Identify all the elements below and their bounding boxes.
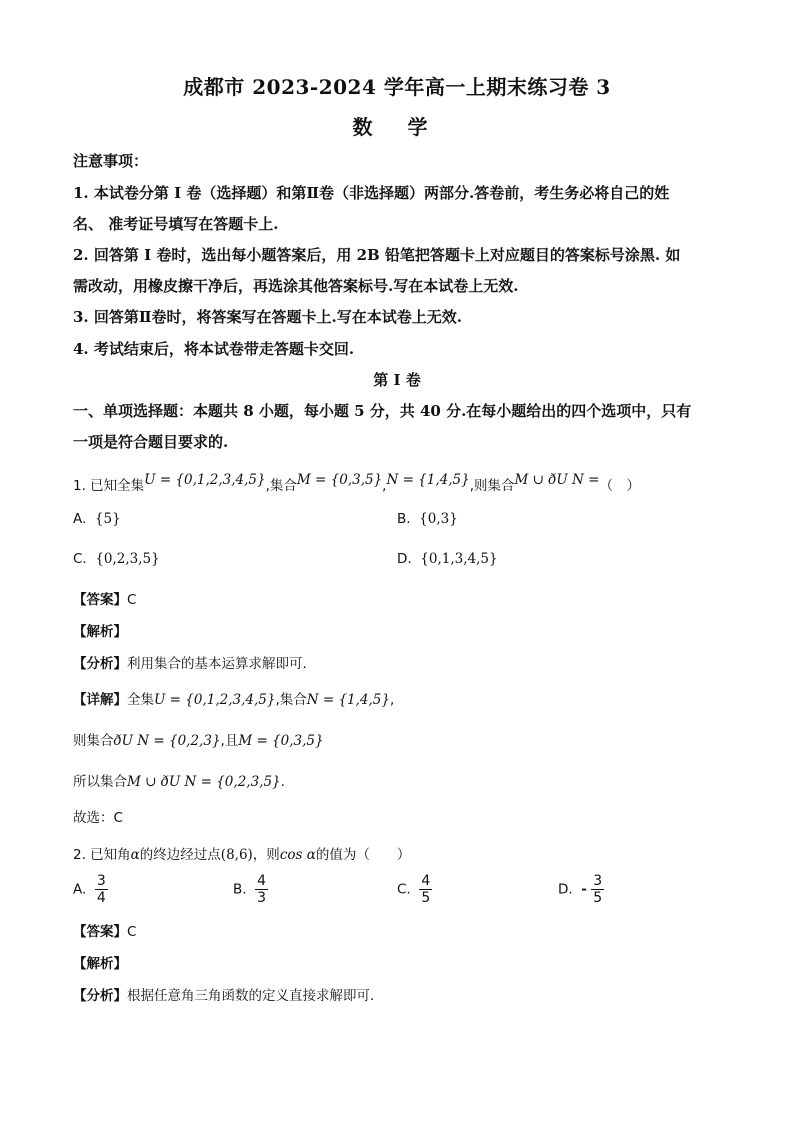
notice-line-4: 4. 考试结束后，将本试卷带走答题卡交回. xyxy=(73,340,355,358)
q2-option-a-denominator: 4 xyxy=(96,890,106,907)
q1-xj2a: 则集合 xyxy=(73,733,114,749)
q1-answer-tag: 【答案】 xyxy=(73,592,127,608)
notice-line-2a: 2. 回答第 Ⅰ 卷时，选出每小题答案后，用 2B 铅笔把答题卡上对应题目的答案标号涂黑. 如 xyxy=(73,246,681,264)
volume-title: 第 Ⅰ 卷 xyxy=(373,371,421,389)
q1-choose: 故选：C xyxy=(73,810,123,826)
q1-universal-set: U = {0,1,2,3,4,5} xyxy=(144,472,266,488)
q2-option-b-numerator: 4 xyxy=(257,873,267,889)
q2-option-d-fraction xyxy=(591,873,604,906)
q1-option-a xyxy=(73,511,121,527)
q2-option-a-numerator: 3 xyxy=(96,873,106,889)
q1-xj1a: 全集 xyxy=(127,692,154,708)
q1-xj3c: . xyxy=(280,774,285,790)
q2-option-c-numerator: 4 xyxy=(421,873,431,889)
q2-stem-b: 的终边经过点 xyxy=(139,847,221,863)
q2-option-b-denominator: 3 xyxy=(257,890,267,907)
q1-option-d-label: D. xyxy=(397,551,412,567)
q2-option-d-numerator: 3 xyxy=(593,873,603,889)
q1-xj2d: M = {0,3,5} xyxy=(238,733,324,749)
section-heading-a: 一、单项选择题：本题共 8 小题，每小题 5 分，共 40 分.在每小题给出的四个选项中，只有 xyxy=(73,402,692,420)
q2-stem-d: 的值为（ ） xyxy=(315,847,411,863)
q1-xj3a: 所以集合 xyxy=(73,774,127,790)
section-heading-b: 一项是符合题目要求的. xyxy=(73,433,229,451)
q1-option-c-value: {0,2,3,5} xyxy=(95,551,160,567)
q1-xj1d: N = {1,4,5} xyxy=(306,692,390,708)
question-2-stem xyxy=(73,843,410,863)
q1-set-m: M = {0,3,5} xyxy=(296,472,383,488)
q1-analysis-tag: 【解析】 xyxy=(73,624,127,640)
exam-subject: 数 学 xyxy=(352,115,442,139)
question-1-stem xyxy=(73,474,640,494)
notice-heading: 注意事项： xyxy=(73,152,149,170)
q1-xiangjie-line-2 xyxy=(73,729,324,749)
q2-option-c xyxy=(397,873,432,906)
q2-point: (8,6) xyxy=(220,847,253,863)
notice-line-3: 3. 回答第Ⅱ卷时，将答案写在答题卡上.写在本试卷上无效. xyxy=(73,308,462,326)
q2-option-b-label: B. xyxy=(233,881,247,898)
q2-stem-c: ，则 xyxy=(252,847,280,863)
q1-option-d-value: {0,1,3,4,5} xyxy=(420,551,498,567)
q1-option-d xyxy=(397,551,498,567)
q1-option-a-value: {5} xyxy=(94,511,121,527)
notice-line-1a: 1. 本试卷分第 Ⅰ 卷（选择题）和第Ⅱ卷（非选择题）两部分.答卷前，考生务必将自己的姓 xyxy=(73,184,670,202)
q2-option-a xyxy=(73,873,108,906)
q1-xj1b: U = {0,1,2,3,4,5} xyxy=(154,692,276,708)
q2-analysis-tag: 【解析】 xyxy=(73,956,127,972)
q1-mid-2: ,则集合 xyxy=(469,478,515,494)
q1-stem-prefix: 1. 已知全集 xyxy=(73,478,145,494)
notice-line-2b: 需改动，用橡皮擦干净后，再选涂其他答案标号.写在本试卷上无效. xyxy=(73,277,519,295)
q1-set-n: N = {1,4,5} xyxy=(386,472,470,488)
q2-fenxi-tag: 【分析】 xyxy=(73,988,127,1004)
q1-fenxi-text: 利用集合的基本运算求解即可. xyxy=(127,656,307,672)
q2-option-b xyxy=(233,873,268,906)
q2-option-b-fraction xyxy=(255,873,268,906)
q1-mid-1: ,集合 xyxy=(265,478,297,494)
q1-answer xyxy=(73,588,136,608)
q1-option-b-label: B. xyxy=(397,511,411,527)
q2-alpha: α xyxy=(130,847,140,863)
q1-option-a-label: A. xyxy=(73,511,87,527)
q2-stem-a: 2. 已知角 xyxy=(73,847,131,863)
q1-xj2b: ðU N = {0,2,3} xyxy=(113,733,221,749)
q2-option-d-label: D. xyxy=(558,881,573,898)
q2-answer-tag: 【答案】 xyxy=(73,924,127,940)
q2-answer xyxy=(73,920,136,940)
q1-expression: M ∪ ðU N = xyxy=(514,472,600,488)
q1-option-c-label: C. xyxy=(73,551,87,567)
q2-option-c-label: C. xyxy=(397,881,411,898)
q1-answer-value: C xyxy=(127,592,137,608)
q1-paren: （ ） xyxy=(599,478,640,494)
q2-option-d-sign: - xyxy=(581,881,587,898)
q2-answer-value: C xyxy=(127,924,137,940)
q2-option-c-denominator: 5 xyxy=(421,890,431,907)
q1-xiangjie-line-1 xyxy=(73,688,394,708)
q1-fenxi xyxy=(73,652,307,672)
q2-option-d xyxy=(558,873,604,906)
notice-line-1b: 名、 准考证号填写在答题卡上. xyxy=(73,215,279,233)
q1-xj2c: ,且 xyxy=(220,733,239,749)
q1-xj1e: , xyxy=(390,692,395,708)
q2-option-a-label: A. xyxy=(73,881,87,898)
q1-option-b xyxy=(397,511,458,527)
q2-option-c-fraction xyxy=(419,873,432,906)
q1-option-c xyxy=(73,551,160,567)
q1-xj1c: ,集合 xyxy=(275,692,307,708)
q2-fenxi-text: 根据任意角三角函数的定义直接求解即可. xyxy=(127,988,375,1004)
q1-xiangjie-tag: 【详解】 xyxy=(73,692,127,708)
q2-cos: cos α xyxy=(279,847,316,863)
q1-xiangjie-line-3 xyxy=(73,770,285,790)
q1-comma: , xyxy=(382,478,387,494)
q1-option-b-value: {0,3} xyxy=(419,511,458,527)
q2-option-a-fraction xyxy=(95,873,108,906)
exam-title: 成都市 2023-2024 学年高一上期末练习卷 3 xyxy=(183,75,611,99)
q2-fenxi xyxy=(73,984,374,1004)
q2-option-d-denominator: 5 xyxy=(593,890,603,907)
q1-fenxi-tag: 【分析】 xyxy=(73,656,127,672)
q1-xj3b: M ∪ ðU N = {0,2,3,5} xyxy=(127,774,281,790)
